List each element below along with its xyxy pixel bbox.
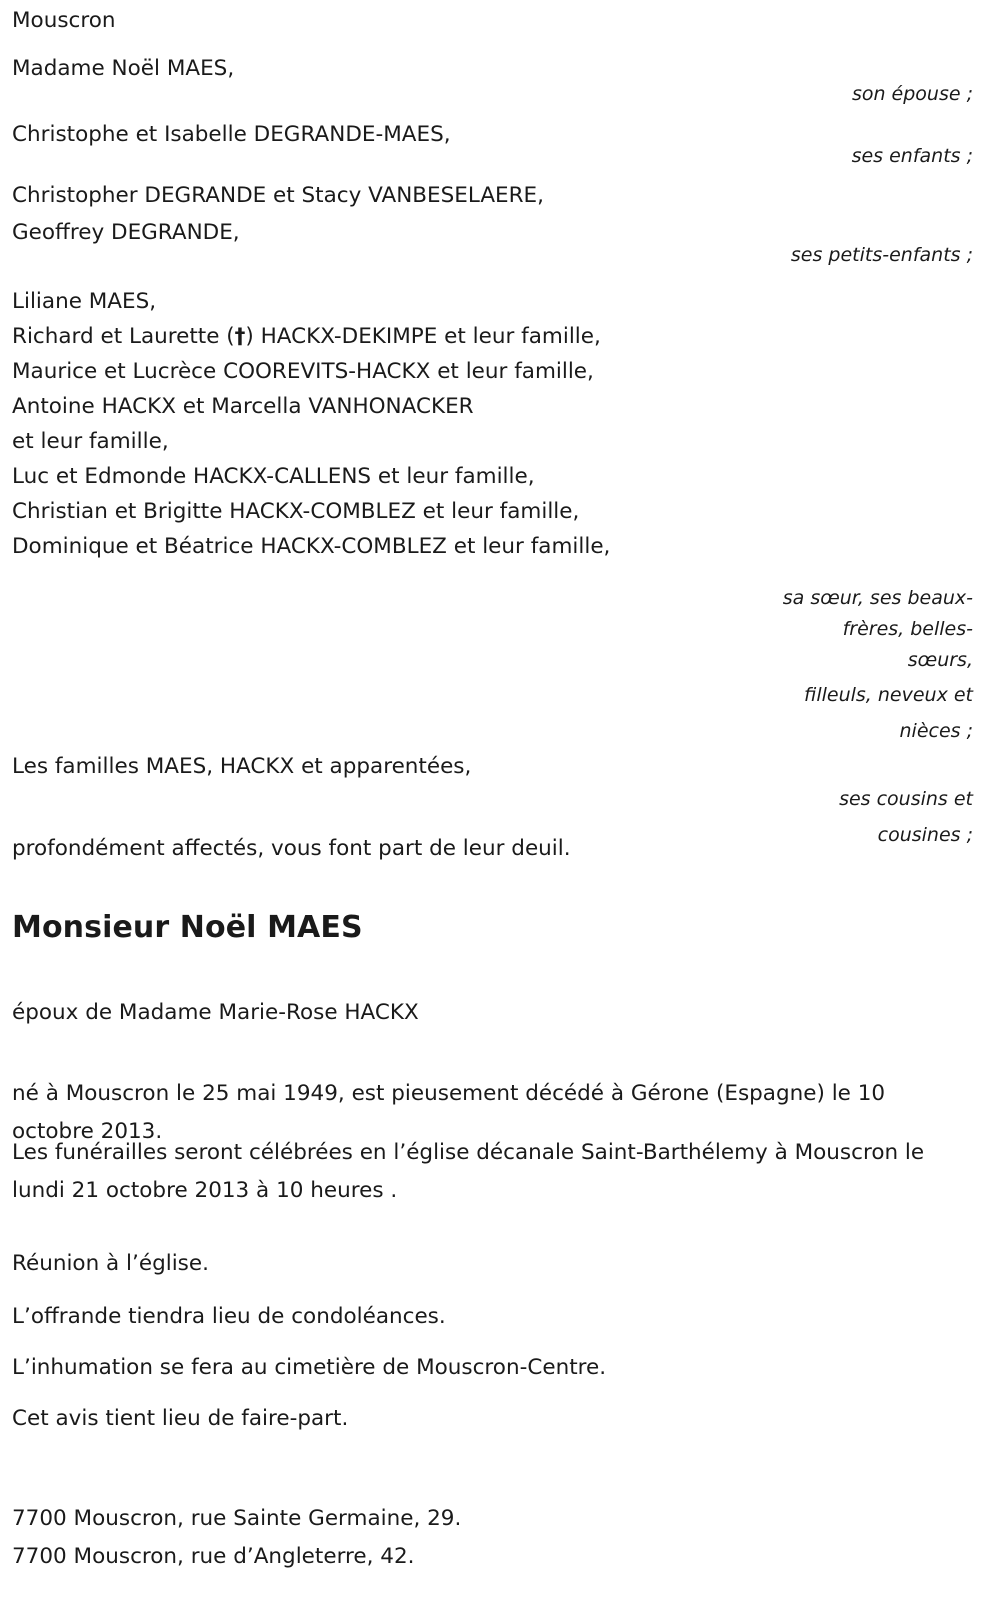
families-relation-label-line: ses cousins et [839, 788, 973, 810]
extended-family-list [12, 284, 610, 564]
address-block [12, 1500, 461, 1576]
extended-family-relation-label-line: nièces ; [899, 720, 973, 742]
grandchildren-relation-label: ses petits-enfants ; [790, 244, 973, 266]
families-line: Les familles MAES, HACKX et apparentées, [12, 754, 472, 779]
grandchild-line-2: Geoffrey DEGRANDE, [12, 220, 240, 245]
extended-family-line: et leur famille, [12, 429, 169, 454]
extended-family-line: Christian et Brigitte HACKX-COMBLEZ et leur famille, [12, 499, 580, 524]
extended-family-relation-label [783, 583, 973, 676]
extended-family-relation-label-line: filleuls, neveux et [804, 684, 973, 706]
dagger-icon: † [234, 324, 246, 349]
extended-family-line: Dominique et Béatrice HACKX-COMBLEZ et leur famille, [12, 534, 611, 559]
spouse-relation-label: son épouse ; [851, 83, 973, 105]
children-relation-label: ses enfants ; [851, 145, 973, 167]
extended-family-line: Liliane MAES, [12, 289, 157, 314]
closing-line: profondément affectés, vous font part de leur deuil. [12, 836, 571, 861]
offering-line: L’offrande tiendra lieu de condoléances. [12, 1304, 446, 1329]
extended-family-relation-label-line: sa sœur, ses beaux- [782, 587, 973, 609]
deceased-spouse-line: époux de Madame Marie-Rose HACKX [12, 1000, 419, 1025]
spouse-line: Madame Noël MAES, [12, 56, 235, 81]
address-line: 7700 Mouscron, rue Sainte Germaine, 29. [12, 1506, 462, 1531]
faire-part-line: Cet avis tient lieu de faire-part. [12, 1406, 349, 1431]
burial-line: L’inhumation se fera au cimetière de Mouscron-Centre. [12, 1355, 607, 1380]
extended-family-relation-label-line: frères, belles- [842, 618, 973, 640]
children-line: Christophe et Isabelle DEGRANDE-MAES, [12, 122, 451, 147]
gathering-line: Réunion à l’église. [12, 1251, 209, 1276]
extended-family-line: Maurice et Lucrèce COOREVITS-HACKX et leur famille, [12, 359, 594, 384]
birth-death-paragraph: né à Mouscron le 25 mai 1949, est pieusement décédé à Gérone (Espagne) le 10 octobre 2013. [12, 1081, 886, 1144]
extended-family-relation-label-line: sœurs, [907, 649, 973, 671]
extended-family-line: Antoine HACKX et Marcella VANHONACKER [12, 394, 474, 419]
extended-family-line: Luc et Edmonde HACKX-CALLENS et leur famille, [12, 464, 535, 489]
extended-family-line: Richard et Laurette (†) HACKX-DEKIMPE et leur famille, [12, 324, 601, 349]
deceased-name: Monsieur Noël MAES [12, 910, 363, 945]
address-line: 7700 Mouscron, rue d’Angleterre, 42. [12, 1544, 415, 1569]
locality-line: Mouscron [12, 8, 116, 33]
extended-family-relation-label-2 [804, 677, 973, 749]
families-relation-label-line: cousines ; [877, 824, 973, 846]
funeral-service-paragraph: Les funérailles seront célébrées en l’église décanale Saint-Barthélemy à Mouscron le lundi 21 octobre 2013 à 10 heures . [12, 1140, 925, 1203]
grandchild-line-1: Christopher DEGRANDE et Stacy VANBESELAERE, [12, 183, 544, 208]
